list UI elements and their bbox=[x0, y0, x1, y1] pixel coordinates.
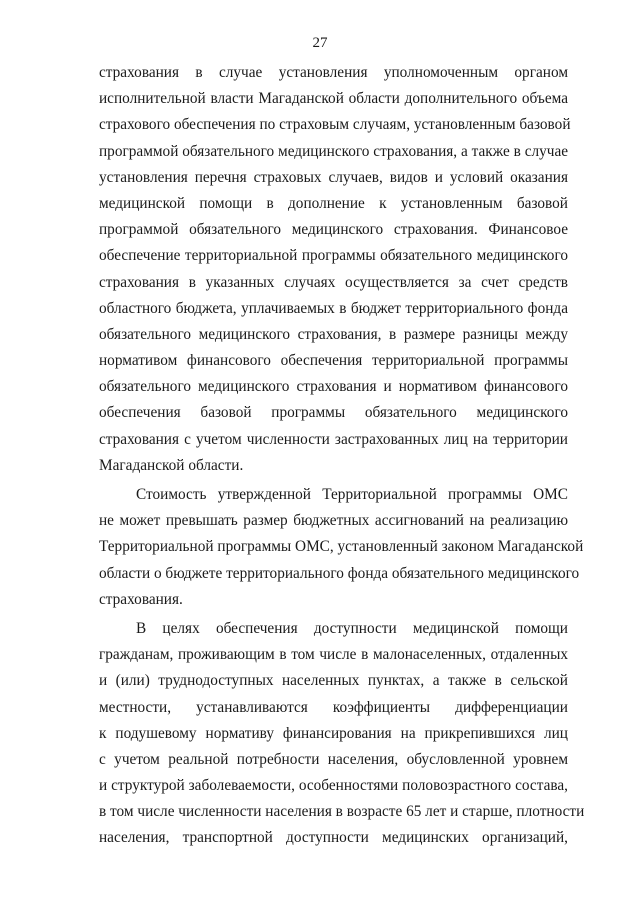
page-number: 27 bbox=[312, 35, 328, 51]
text-line: обязательного медицинского страхования и нормативом финансового bbox=[99, 378, 568, 396]
paragraph-2 bbox=[99, 482, 584, 613]
text-line: программой обязательного медицинского страхования, а также в случае bbox=[99, 142, 569, 160]
text-line: области о бюджете территориального фонда обязательного медицинского bbox=[99, 564, 580, 582]
text-line: Стоимость утвержденной Территориальной программы ОМС bbox=[136, 486, 568, 503]
text-line: страхования в указанных случаях осуществляется за счет средств bbox=[99, 273, 568, 291]
text-line: Магаданской области. bbox=[99, 456, 244, 474]
text-line: Территориальной программы ОМС, установленный законом Магаданской bbox=[99, 538, 584, 556]
text-line: в том числе численности населения в возрасте 65 лет и старше, плотности bbox=[99, 803, 585, 821]
text-line: программой обязательного медицинского страхования. Финансовое bbox=[99, 221, 568, 239]
text-line: нормативом финансового обеспечения территориальной программы bbox=[99, 352, 568, 370]
text-line: страхования с учетом численности застрахованных лиц на территории bbox=[99, 430, 568, 448]
text-line: с учетом реальной потребности населения, обусловленной уровнем bbox=[99, 750, 568, 768]
text-line: и (или) труднодоступных населенных пунктах, а также в сельской bbox=[99, 672, 568, 690]
text-line: населения, транспортной доступности медицинских организаций, bbox=[99, 829, 568, 847]
text-line: обеспечения базовой программы обязательного медицинского bbox=[99, 404, 568, 422]
text-line: исполнительной власти Магаданской области дополнительного объема bbox=[99, 90, 568, 108]
text-line: к подушевому нормативу финансирования на прикрепившихся лиц bbox=[99, 724, 568, 742]
text-line: установления перечня страховых случаев, видов и условий оказания bbox=[99, 168, 568, 186]
text-line: и структурой заболеваемости, особенностями половозрастного состава, bbox=[99, 777, 568, 795]
text-line: областного бюджета, уплачиваемых в бюджет территориального фонда bbox=[99, 299, 568, 317]
paragraph-1 bbox=[99, 60, 571, 479]
paragraph-3 bbox=[99, 616, 585, 852]
text-line: медицинской помощи в дополнение к установленным базовой bbox=[99, 194, 568, 212]
text-line: страхования. bbox=[99, 590, 183, 608]
text-line: гражданам, проживающим в том числе в малонаселенных, отдаленных bbox=[99, 646, 568, 664]
text-line: обязательного медицинского страхования, в размере разницы между bbox=[99, 325, 568, 343]
text-line: не может превышать размер бюджетных ассигнований на реализацию bbox=[99, 512, 568, 530]
text-line: страхового обеспечения по страховым случаям, установленным базовой bbox=[99, 116, 571, 134]
body-text bbox=[99, 60, 585, 852]
text-line: В целях обеспечения доступности медицинской помощи bbox=[136, 619, 568, 637]
text-line: страхования в случае установления уполномоченным органом bbox=[99, 64, 568, 81]
text-line: обеспечение территориальной программы обязательного медицинского bbox=[99, 247, 568, 265]
text-line: местности, устанавливаются коэффициенты дифференциации bbox=[99, 698, 568, 716]
